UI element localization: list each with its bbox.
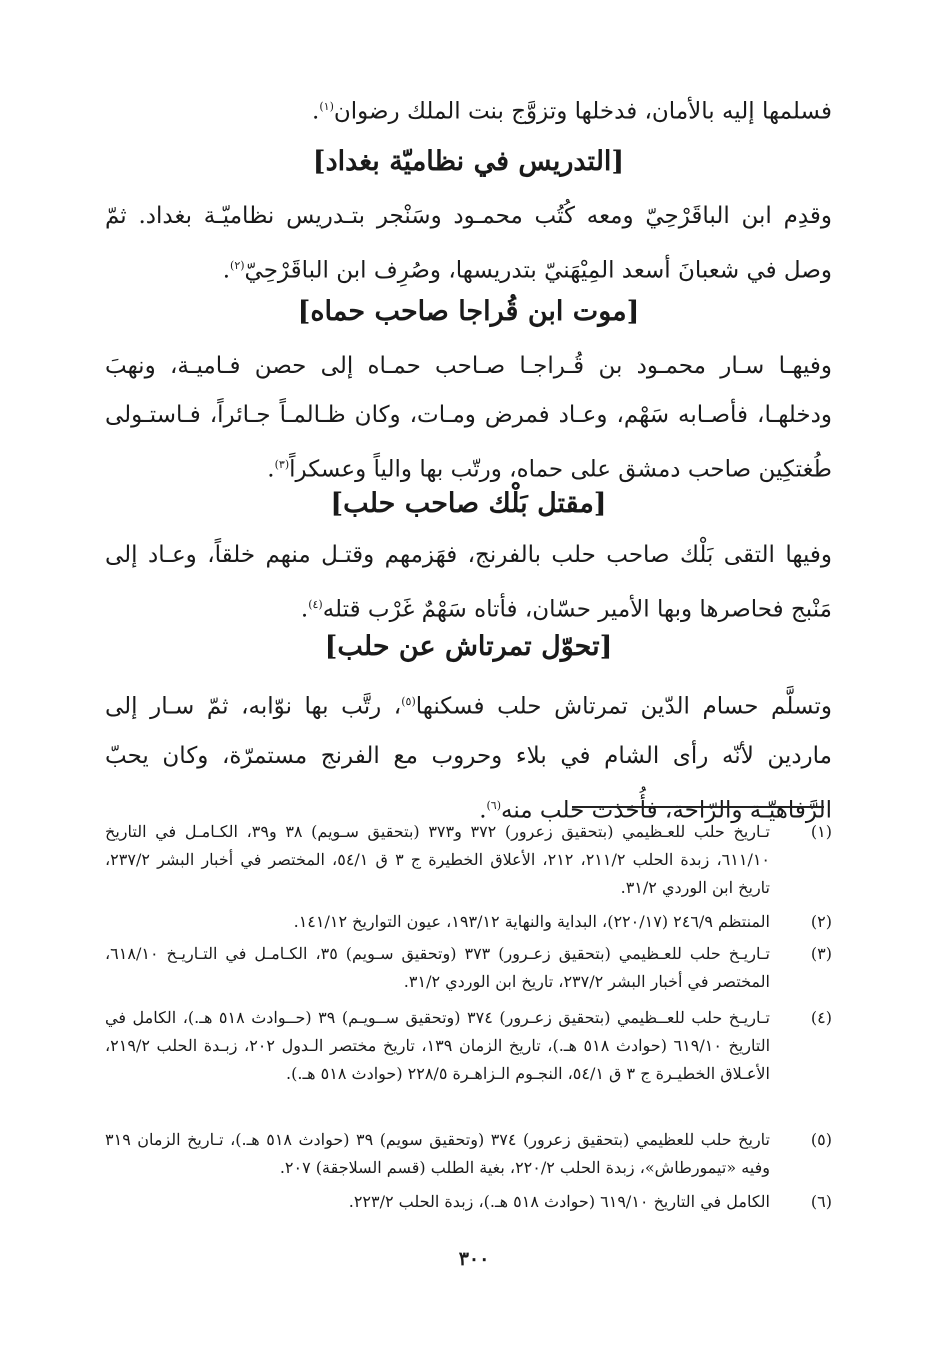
section-heading-balak: [مقتل بَلْك صاحب حلب] <box>330 488 607 519</box>
footnote-ref-6[interactable]: (٦) <box>486 798 502 812</box>
paragraph-text: ، رتَّب بها نوّابه، ثمّ سـار إلى ماردين لأنّه رأى الشام في بلاء وحروب مع الفرنج مستمرّة، وكان يحبّ الرَّفاهيّـة والرّاحة، فأُخذت حلب منه <box>105 693 832 824</box>
footnote-4 <box>105 1004 832 1088</box>
footnote-6 <box>105 1188 832 1216</box>
footnote-ref-4[interactable]: (٤) <box>308 598 323 611</box>
section-heading-timurtash: [تحوّل تمرتاش عن حلب] <box>324 631 613 662</box>
footnote-text: تـاريـخ حلب للعــظيمي (بتحقيق زعـرور) ٣٧٤ (وتحقيق ســويـم) ٣٩ (حــوادث ٥١٨ هـ.)، الكامل في التاريخ ٦١٩/١٠ (حوادث ٥١٨ هـ.)، تاريخ الزمان ١٣٩، تاريخ مختصر الـدول ٢٠٢، زبـدة الحلب ٢١٩/٢، الأعـلاق الخطيـرة ج ٣ ق ٥٤/١، النجـوم الـزاهـرة ٢٢٨/٥ (حوادث ٥١٨ هـ.). <box>105 1008 771 1083</box>
footnote-number: (١) <box>810 822 832 841</box>
footnote-text: الكامل في التاريخ ٦١٩/١٠ (حوادث ٥١٨ هـ.)، زبدة الحلب ٢٢٣/٢. <box>348 1192 770 1211</box>
paragraph-intro <box>105 82 832 137</box>
footnote-number: (٤) <box>810 1008 832 1027</box>
section-heading-nizamiyya: [التدريس في نظاميّة بغداد] <box>312 146 625 177</box>
footnote-number: (٥) <box>810 1130 832 1149</box>
sentence-end: . <box>479 797 487 824</box>
paragraph-text: وقدِم ابن الباقَرْحِيّ ومعه كُتُب محمـود وسَنْجر بتـدريس نظاميّـة بغداد. ثمّ وصل في شعبانَ أسعد المِيْهَنيّ بتدريسها، وصُرِف ابن الباقَرْحِيّ <box>105 203 832 284</box>
footnote-2 <box>105 908 832 936</box>
footnote-number: (٢) <box>810 912 832 931</box>
footnote-text: المنتظم ٢٤٦/٩ (٢٢٠/١٧)، البداية والنهاية ١٩٣/١٢، عيون التواريخ ١٤١/١٢. <box>293 912 770 931</box>
footnote-5 <box>105 1126 832 1182</box>
paragraph-timurtash <box>105 677 832 835</box>
footnote-text: تـاريخ حلب للعـظيمي (بتحقيق زعرور) ٣٧٢ و٣٧٣ (بتحقيق سـويم) ٣٨ و٣٩، الكـامـل في التاريخ ٦١١/١٠، زبدة الحلب ٢١١/٢، ٢١٢، الأعلاق الخطيرة ج ٣ ق ٥٤/١، المختصر في أخبار البشر ٢٣٧/٢، تاريخ ابن الوردي ٣١/٢. <box>105 822 771 897</box>
paragraph-qaraja <box>105 342 832 495</box>
section-heading-qaraja: [موت ابن قُراجا صاحب حماه] <box>297 296 640 327</box>
footnote-number: (٣) <box>810 944 832 963</box>
paragraph-text: وفيهـا سـار محمـود بن قُـراجـا صـاحب حمـاه إلى حصن فـاميـة، ونهبَ ودخلهـا، فأصـابه سَهْم، وعـاد فمرض ومـات، وكان ظـالمـاً جـائراً، فـاستـولى طُغتكِين صاحب دمشق على حماه، ورتّب بها والياً وعسكراً <box>105 353 832 483</box>
footnote-ref-3[interactable]: (٣) <box>274 458 290 471</box>
paragraph-nizamiyya <box>105 192 832 296</box>
footnote-ref-5[interactable]: (٥) <box>401 695 416 708</box>
paragraph-balak <box>105 531 832 635</box>
footnote-3 <box>105 940 832 996</box>
footnote-text: تاريخ حلب للعظيمي (بتحقيق زعرور) ٣٧٤ (وتحقيق سويم) ٣٩ (حوادث ٥١٨ هـ.)، تـاريخ الزمان ٣١٩ وفيه «تيمورطاش»، زبدة الحلب ٢٢٠/٢، بغية الطلب (قسم السلاجقة) ٢٠٧. <box>105 1130 771 1177</box>
footnote-number: (٦) <box>810 1192 832 1211</box>
footnote-ref-2[interactable]: (٢) <box>230 259 245 272</box>
sentence-end: . <box>312 98 320 125</box>
sentence-end: . <box>222 257 231 284</box>
sentence-end: . <box>267 456 275 483</box>
sentence-end: . <box>300 596 309 623</box>
footnote-ref-1[interactable]: (١) <box>319 100 334 113</box>
paragraph-text: وتسلَّم حسام الدّين تمرتاش حلب فسكنها <box>415 693 833 720</box>
paragraph-text: فسلمها إليه بالأمان، فدخلها وتزوَّج بنت الملك رضوان <box>333 98 832 125</box>
page-number: ٣٠٠ <box>458 1248 490 1270</box>
footnote-1 <box>105 818 832 902</box>
footnote-divider <box>572 806 824 808</box>
paragraph-text: وفيها التقى بَلْك صاحب حلب بالفرنج، فهَزمهم وقتـل منهم خلقاً، وعـاد إلى مَنْبج فحاصرها وبها الأمير حسّان، فأتاه سَهْمٌ غَرْب قتله <box>105 542 832 623</box>
footnote-text: تـاريـخ حلب للعـظيمي (بتحقيق زعـرور) ٣٧٣ (وتحقيق سـويم) ٣٥، الكـامـل في التـاريـخ ٦١٨/١٠، المختصر في أخبار البشر ٢٣٧/٢، تاريخ ابن الوردي ٣١/٢. <box>105 944 770 991</box>
